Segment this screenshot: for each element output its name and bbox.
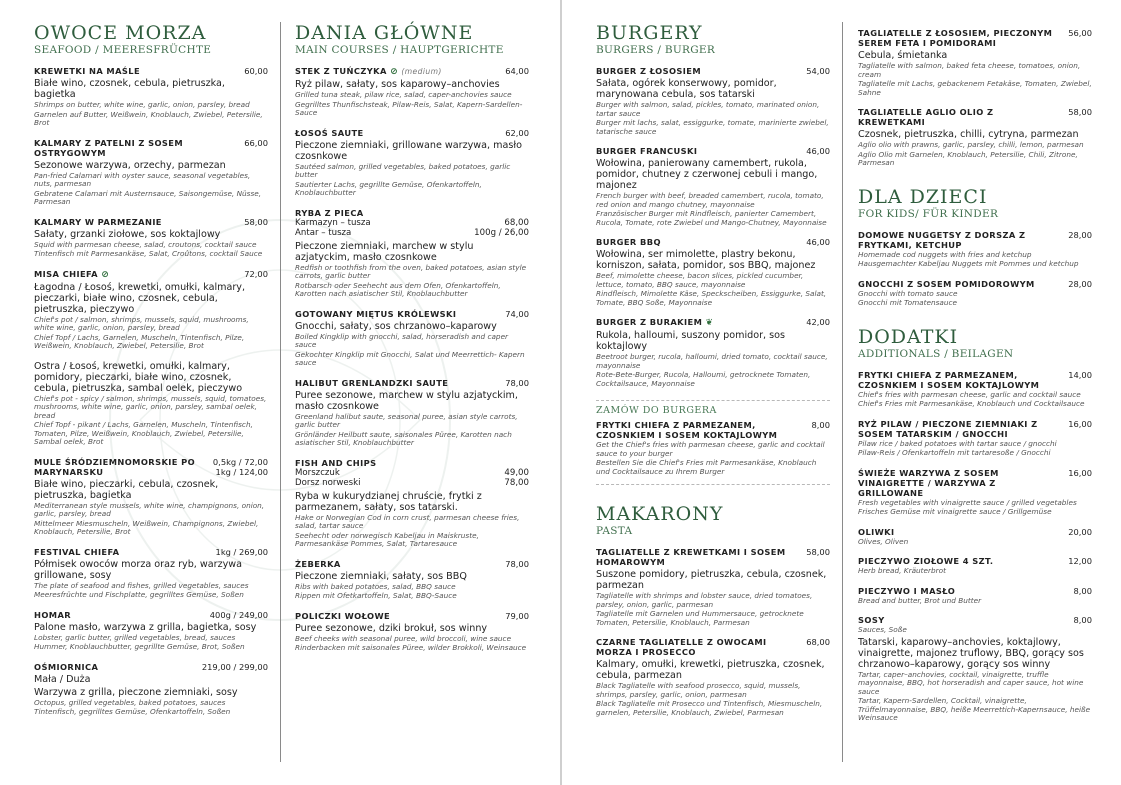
item-name: GOTOWANY MIĘTUS KRÓLEWSKI <box>295 308 457 319</box>
item-desc: Ryż pilaw, sałaty, sos kaparowy–anchovies <box>295 79 500 90</box>
menu-page-left <box>0 0 560 785</box>
item-name: OLIWKI <box>858 526 895 537</box>
item-desc-en: Sauces, Soße <box>858 625 907 634</box>
item-price: 28,00 <box>1068 229 1092 240</box>
menu-item <box>295 378 529 448</box>
item-desc-de: Hausgemachter Kabeljau Nuggets mit Pommes und ketchup <box>858 259 1079 268</box>
item-price: 8,00 <box>1073 585 1092 596</box>
item-desc-de: Tagliatelle mit Lachs, gebackenem Fetakäse, Tomaten, Zwiebel, Sahne <box>858 79 1092 97</box>
pasta-kids-sides-column <box>858 22 1092 723</box>
seafood-column <box>34 22 268 717</box>
item-name: OŚMIORNICA <box>34 661 99 672</box>
item-desc: Białe wino, pieczarki, cebula, czosnek, pietruszka, bagietka <box>34 478 219 501</box>
item-name: FISH AND CHIPS <box>295 457 377 468</box>
mild-icon: ⊘ <box>390 67 399 77</box>
item-desc-en: Tagliatelle with shrimps and lobster sauce, dried tomatoes, parsley, onion, garlic, parmesan <box>596 591 813 609</box>
variant-name: Karmazyn – tusza <box>295 217 371 228</box>
kids-section <box>858 186 1092 308</box>
pasta-section <box>596 503 830 717</box>
item-price: 42,00 <box>806 317 830 327</box>
item-desc-en: Greenland halibut saute, seasonal puree, asian style carrots, garlic butter <box>295 411 518 429</box>
item-desc: Gnocchi, sałaty, sos chrzanowo–kaparowy <box>295 320 497 332</box>
menu-page-right <box>562 0 1121 785</box>
variant-name: Antar – tusza <box>295 228 352 238</box>
section-title-seafood: OWOCE MORZA <box>34 22 207 44</box>
item-name: TAGLIATELLE Z ŁOSOSIEM, PIECZONYM SEREM FETA I POMIDORAMI <box>858 28 1053 48</box>
item-price: 64,00 <box>505 66 529 76</box>
item-name: BURGER Z ŁOSOSIEM <box>596 66 702 76</box>
item-desc-en: Beetroot burger, rucola, halloumi, dried tomato, cocktail sauce, mayonnaise <box>596 352 828 370</box>
item-name: ŻEBERKA <box>295 558 341 569</box>
menu-item <box>596 547 830 627</box>
menu-item <box>295 611 529 653</box>
item-desc-en: Pilaw rice / baked potatoes with tartar sauce / gnocchi <box>858 438 1057 448</box>
item-desc-de: Rippen mit Ofetkartoffeln, Salat, BBQ-Sauce <box>295 591 457 600</box>
item-price: 400g / 249,00 <box>209 609 268 620</box>
menu-item <box>596 317 830 388</box>
item-desc-en: Homemade cod nuggets with fries and ketchup <box>858 249 1032 259</box>
menu-item <box>34 662 268 717</box>
item-desc-en: Chief's pot / salmon, shrimps, mussels, squid, mushrooms, white wine, garlic, onion, parsley, bread <box>34 314 249 332</box>
item-name: FESTIVAL CHIEFA <box>34 546 120 557</box>
menu-item <box>858 419 1092 458</box>
addon-divider <box>596 484 830 485</box>
item-price: 16,00 <box>1068 418 1092 429</box>
item-desc-en: Tagliatelle with salmon, baked feta cheese, tomatoes, onion, cream <box>858 61 1081 79</box>
item-desc-en: Bread and butter, Brot und Butter <box>858 595 982 605</box>
item-name: FRYTKI CHIEFA Z PARMEZANEM, CZOSNKIEM I SOSEM KOKTAJLOWYM <box>858 369 1040 390</box>
menu-item <box>34 457 268 537</box>
item-desc-de: Hummer, Knoblauchbutter, gegrillte Gemüse, Brot, Soßen <box>34 642 245 651</box>
menu-item <box>596 146 830 227</box>
item-desc-en: Octopus, grilled vegetables, baked potatoes, sauces <box>34 697 226 707</box>
item-price: 62,00 <box>505 127 529 138</box>
item-name: STEK Z TUŃCZYKA <box>295 66 387 76</box>
item-price: 20,00 <box>1068 526 1092 537</box>
item-desc: Ryba w kukurydzianej chruście, frytki z parmezanem, sałaty, sos tatarski. <box>295 490 482 513</box>
item-tag: (medium) <box>401 67 442 76</box>
item-name: TAGLIATELLE Z KREWETKAMI I SOSEM HOMAROWYM <box>596 547 786 567</box>
item-name: ŁOSOŚ SAUTE <box>295 127 364 138</box>
menu-item <box>295 559 529 601</box>
item-desc-de: Burger mit lachs, salat, essiggurke, tomate, marinierte zwiebel, tatarische sauce <box>596 118 829 136</box>
menu-item <box>34 138 268 207</box>
menu-item <box>295 208 529 299</box>
item-desc-en: Hake or Norwegian Cod in corn crust, parmesan cheese fries, salad, tartar sauce <box>295 512 520 530</box>
menu-item <box>858 586 1092 606</box>
menu-item <box>34 547 268 600</box>
item-desc: Ostra / Łosoś, krewetki, omułki, kalmary, pomidory, pieczarki, białe wino, czosnek, cebula, pietruszka, sambal oelek, pieczywo <box>34 360 243 394</box>
item-price: 46,00 <box>806 237 830 247</box>
item-desc-de: Tintenfisch, gegrilltes Gemüse, Ofenkartoffeln, Soßen <box>34 707 231 716</box>
menu-item <box>858 615 1092 723</box>
item-desc-en: Grilled tuna steak, pilaw rice, salad, caper-anchovies sauce <box>295 90 512 99</box>
main-courses-column <box>295 22 529 653</box>
item-desc-en: Aglio olio with prawns, garlic, parsley, chilli, lemon, parmesan <box>858 140 1084 149</box>
menu-item <box>858 527 1092 547</box>
menu-item <box>34 217 268 259</box>
sides-section <box>858 326 1092 723</box>
variant-price: 78,00 <box>504 478 529 488</box>
menu-item <box>295 458 529 549</box>
item-name: GNOCCHI Z SOSEM POMIDOROWYM <box>858 278 1035 289</box>
menu-item <box>295 128 529 198</box>
burger-addon-box <box>596 400 830 485</box>
item-name: CZARNE TAGLIATELLE Z OWOCAMI MORZA I PROSECCO <box>596 637 767 657</box>
item-desc-de: Tintenfisch mit Parmesankäse, Salat, Croûtons, cocktail Sauce <box>34 249 263 258</box>
item-price: 58,00 <box>806 547 830 557</box>
item-desc-en: Burger with salmon, salad, pickles, tomato, marinated onion, tartar sauce <box>596 100 820 118</box>
item-desc-en: Fresh vegetables with vinaigrette sauce / grilled vegetables <box>858 497 1077 507</box>
item-desc-en: Olives, Oliven <box>858 536 909 546</box>
item-desc: Pieczone ziemniaki, marchew w stylu azjatyckim, masło czosnkowe <box>295 240 474 263</box>
item-desc: Rukola, halloumi, suszony pomidor, sos koktajlowy <box>596 330 786 352</box>
burgers-pasta-column <box>596 22 830 717</box>
item-desc-de: Französischer Burger mit Rindfleisch, panierter Camembert, Rucola, Tomate, rote Zwiebel und Mango-Chutney, Mayonnaise <box>596 209 827 227</box>
section-title-kids: DLA DZIECI <box>858 185 988 208</box>
item-desc-de: Gnocchi mit Tomatensauce <box>858 298 958 307</box>
item-desc-en: Beef, mimolette cheese, bacon slices, pickled cucumber, lettuce, tomato, BBQ sauce, mayonnaise <box>596 271 804 289</box>
item-desc-de: Rinderbacken mit saisonales Püree, wilder Brokkoli, Weinsauce <box>295 643 527 652</box>
item-desc-en: Pan-fried Calamari with oyster sauce, seasonal vegetables, nuts, parmesan <box>34 170 251 188</box>
item-desc: Wołowina, ser mimolette, plastry bekonu, korniszon, sałata, pomidor, sos BBQ, majonez <box>596 249 816 271</box>
item-desc: Puree sezonowe, dziki brokuł, sos winny <box>295 622 488 634</box>
variant-price: 49,00 <box>504 467 529 478</box>
item-price: 12,00 <box>1068 556 1092 566</box>
item-price: 60,00 <box>244 66 268 76</box>
item-price: 56,00 <box>1068 28 1092 38</box>
menu-item <box>34 361 268 447</box>
section-title-sides: DODATKI <box>858 325 959 348</box>
item-desc-en: Boiled Kingklip with gnocchi, salad, horseradish and caper sauce <box>295 331 509 349</box>
menu-item <box>858 370 1092 409</box>
item-desc-en: French burger with beef, breaded camembert, rucola, tomato, red onion and mango chutney, mayonnaise <box>596 191 824 209</box>
item-name: PIECZYWO I MASŁO <box>858 585 956 596</box>
item-desc-en: Mediterranean style mussels, white wine, champignons, onion, garlic, parsley, bread <box>34 500 265 518</box>
item-name: PIECZYWO ZIOŁOWE 4 SZT. <box>858 556 994 566</box>
item-desc-en: Herb bread, Kräuterbrot <box>858 566 946 575</box>
section-subtitle-burgers: BURGERS / BURGER <box>596 44 716 56</box>
menu-item <box>858 107 1092 168</box>
item-desc: Wołowina, panierowany camembert, rukola, pomidor, chutney z czerwonej cebuli i mango, majonez <box>596 158 818 191</box>
item-desc: Półmisek owoców morza oraz ryb, warzywa grillowane, sosy <box>34 558 243 581</box>
menu-item <box>34 66 268 128</box>
item-desc-de: Bestellen Sie die Chief's Fries mit Parmesankäse, Knoblauch und Cocktailsauce zu Ihrem Burger <box>596 458 817 476</box>
item-desc-de: Tagliatelle mit Garnelen und Hummersauce, getrocknete Tomaten, Petersilie, Knoblauch, Parmesan <box>596 609 804 627</box>
item-desc: Tatarski, kaparowy–anchovies, koktajlowy, vinaigrette, majonez truflowy, BBQ, gorący sos chrzanowo–kaparowy, gorący sos winny <box>858 636 1084 670</box>
item-desc-en: Redfish or toothfish from the oven, baked potatoes, asian style carrots, garlic butter <box>295 262 527 280</box>
variant-name: Dorsz norweski <box>295 478 361 488</box>
item-desc-de: Seehecht oder norwegisch Kabeljau in Maiskruste, Parmesankäse Pommes, Salat, Tartaresauce <box>295 530 479 548</box>
item-desc: Sałata, ogórek konserwowy, pomidor, marynowana cebula, sos tatarski <box>596 78 777 100</box>
section-subtitle-seafood: SEAFOOD / MEERESFRÜCHTE <box>34 44 212 56</box>
item-desc-de: Gebratene Calamari mit Austernsauce, Saisongemüse, Nüsse, Parmesan <box>34 188 262 206</box>
column-divider <box>842 22 843 762</box>
item-desc: Sałaty, grzanki ziołowe, sos koktajlowy <box>34 228 221 240</box>
item-name: KALMARY W PARMEZANIE <box>34 216 162 227</box>
item-price: 8,00 <box>811 420 830 430</box>
column-divider <box>280 22 281 762</box>
item-name: ŚWIEŻE WARZYWA Z SOSEM VINAIGRETTE / WARZYWA Z GRILLOWANE <box>858 467 999 498</box>
item-desc-en: The plate of seafood and fishes, grilled vegetables, sauces <box>34 580 249 590</box>
menu-item <box>858 468 1092 517</box>
item-desc-de: Sautierter Lachs, gegrillte Gemüse, Ofenkartoffeln, Knoblauchbutter <box>295 179 482 197</box>
item-desc-de: Gegrilltes Thunfischsteak, Pilaw-Reis, Salat, Kapern-Sardellen-Sauce <box>295 99 523 117</box>
item-name: DOMOWE NUGGETSY Z DORSZA Z FRYTKAMI, KETCHUP <box>858 229 1026 250</box>
section-title-burgers: BURGERY <box>596 22 703 44</box>
item-name: KALMARY Z PATELNI Z SOSEM OSTRYGOWYM <box>34 137 184 158</box>
menu-item <box>858 230 1092 269</box>
menu-item <box>858 556 1092 576</box>
variant-price: 100g / 26,00 <box>474 228 529 238</box>
section-subtitle-kids: FOR KIDS/ FÜR KINDER <box>858 207 999 220</box>
item-price: 78,00 <box>505 377 529 388</box>
item-name: HALIBUT GRENLANDZKI SAUTE <box>295 377 449 388</box>
menu-item <box>295 309 529 368</box>
item-name: BURGER Z BURAKIEM <box>596 317 703 327</box>
item-desc-en: Beef cheeks with seasonal puree, wild broccoli, wine sauce <box>295 633 512 643</box>
section-title-main-courses: DANIA GŁÓWNE <box>295 22 474 44</box>
item-desc-de: Tartar, Kapern-Sardellen, Cocktail, vinaigrette, Trüffelmayonnaise, BBQ, heiße Meerrettich-Kapernsauce, heiße Weinsauce <box>858 696 1091 722</box>
item-desc: Suszone pomidory, pietruszka, cebula, czosnek, parmezan <box>596 569 827 591</box>
variant-name: Morszczuk <box>295 467 340 478</box>
item-desc: Pieczone ziemniaki, sałaty, sos BBQ <box>295 570 467 582</box>
item-desc: Białe wino, czosnek, cebula, pietruszka, bagietka <box>34 78 225 100</box>
item-desc-en: Squid with parmesan cheese, salad, croutons, cocktail sauce <box>34 239 257 249</box>
item-name: RYBA Z PIECA <box>295 207 364 218</box>
item-desc: Kalmary, omułki, krewetki, pietruszka, czosnek, cebula, parmezan <box>596 659 825 681</box>
item-desc-de: Chief Topf - pikant / Lachs, Garnelen, Muscheln, Tintenfisch, Tomaten, Pilze, Weißwein, Knoblauch, Zwiebel, Petersilie, Sambal oelek, Brot <box>34 420 253 446</box>
variant-price: 68,00 <box>504 217 529 228</box>
item-name: MISA CHIEFA <box>34 268 98 279</box>
menu-item <box>34 610 268 652</box>
item-desc: Palone masło, warzywa z grilla, bagietka, sosy <box>34 621 257 633</box>
item-name: BURGER BBQ <box>596 237 661 247</box>
item-desc-de: Rindfleisch, Mimolette Käse, Speckscheiben, Essiggurke, Salat, Tomate, BBQ Soße, Mayonnaise <box>596 289 827 307</box>
item-desc-en: Sautéed salmon, grilled vegetables, baked potatoes, garlic butter <box>295 161 511 179</box>
item-name: KREWETKI NA MAŚLE <box>34 66 141 76</box>
menu-item <box>596 66 830 136</box>
item-name: FRYTKI CHIEFA Z PARMEZANEM, CZOSNKIEM I SOSEM KOKTAJLOWYM <box>596 420 778 440</box>
item-desc: Cebula, śmietanka <box>858 50 948 61</box>
item-price: 78,00 <box>505 558 529 569</box>
item-desc-de: Meeresfrüchte und Fischplatte, gegrilltes Gemüse, Soßen <box>34 590 244 599</box>
item-name: BURGER FRANCUSKI <box>596 146 698 156</box>
item-price: 58,00 <box>244 216 268 227</box>
item-desc: Mała / Duża <box>34 673 91 685</box>
mild-icon: ⊘ <box>101 269 110 280</box>
item-desc-2: Warzywa z grilla, pieczone ziemniaki, sosy <box>34 686 238 698</box>
item-price: 219,00 / 299,00 <box>201 661 268 672</box>
menu-item <box>858 279 1092 308</box>
item-desc: Puree sezonowe, marchew w stylu azjatyckim, masło czosnkowe <box>295 389 518 412</box>
item-price: 8,00 <box>1073 615 1092 625</box>
section-subtitle-main-courses: MAIN COURSES / HAUPTGERICHTE <box>295 44 504 56</box>
item-desc-en: Get the Chief's fries with parmesan cheese, garlic and cocktail sauce to your burger <box>596 440 825 458</box>
item-price: 68,00 <box>806 637 830 647</box>
item-desc-de: Mittelmeer Miesmuscheln, Weißwein, Champignons, Zwiebel, Knoblauch, Petersilie, Brot <box>34 518 259 536</box>
menu-item <box>295 66 529 118</box>
item-name: TAGLIATELLE AGLIO OLIO Z KREWETKAMI <box>858 107 994 127</box>
item-price: 66,00 <box>244 137 268 148</box>
item-price: 58,00 <box>1068 107 1092 117</box>
item-desc-en: Chief's fries with parmesan cheese, garlic and cocktail sauce <box>858 389 1081 399</box>
item-price: 0,5kg / 72,00 <box>212 456 268 467</box>
item-desc: Sezonowe warzywa, orzechy, parmezan <box>34 159 226 171</box>
item-desc: Pieczone ziemniaki, grillowane warzywa, masło czosnkowe <box>295 139 522 162</box>
item-desc-de: Black Tagliatelle mit Prosecco und Tintenfisch, Miesmuscheln, garnelen, Petersilie, Knoblauch, Zwiebel, Parmesan <box>596 699 823 717</box>
item-desc-de: Garnelen auf Butter, Weißwein, Knoblauch, Zwiebel, Petersilie, Brot <box>34 109 263 127</box>
item-desc-de: Chief's Fries mit Parmesankäse, Knoblauch und Cocktailsauce <box>858 399 1085 408</box>
item-price: 16,00 <box>1068 467 1092 478</box>
item-name: MULE ŚRÓDZIEMNOMORSKIE PO MARYNARSKU <box>34 456 196 477</box>
item-name: POLICZKI WOŁOWE <box>295 610 391 621</box>
item-desc-de: Chief Topf / Lachs, Garnelen, Muscheln, Tintenfisch, Pilze, Weißwein, Knoblauch, Zwiebel, Petersilie, Brot <box>34 332 245 350</box>
item-desc-de: Aglio Olio mit Garnelen, Knoblauch, Petersilie, Chili, Zitrone, Parmesan <box>858 149 1078 167</box>
menu-item <box>596 237 830 307</box>
item-name: RYŻ PILAW / PIECZONE ZIEMNIAKI Z SOSEM TATARSKIM / GNOCCHI <box>858 418 1038 439</box>
item-price: 14,00 <box>1068 369 1092 380</box>
vegetarian-leaf-icon: ❦ <box>705 318 714 328</box>
section-title-pasta: MAKARONY <box>596 503 724 525</box>
item-desc: Czosnek, pietruszka, chilli, cytryna, parmezan <box>858 129 1079 140</box>
item-desc-en-2: Tartar, caper–anchovies, cocktail, vinaigrette, truffle mayonnaise, BBQ, hot horseradish and caper sauce, hot wine sauce <box>858 669 1084 696</box>
item-desc-en: Shrimps on butter, white wine, garlic, onion, parsley, bread <box>34 100 250 109</box>
item-desc-en: Chief's pot - spicy / salmon, shrimps, mussels, squid, tomatoes, mushrooms, white wine, garlic, onion, parsley, sambal oelek, bread <box>34 393 267 420</box>
item-desc-en: Lobster, garlic butter, grilled vegetables, bread, sauces <box>34 632 236 642</box>
item-desc-de: Rotbarsch oder Seehecht aus dem Ofen, Ofenkartoffeln, Karotten nach asiatischer Stil, Knoblauchbutter <box>295 280 501 298</box>
item-price: 46,00 <box>806 146 830 156</box>
menu-item <box>34 269 268 351</box>
item-price: 79,00 <box>505 610 529 621</box>
item-price: 72,00 <box>244 268 268 279</box>
item-price: 74,00 <box>505 308 529 319</box>
item-desc-de: Frisches Gemüse mit vinaigrette sauce / Grillgemüse <box>858 507 1052 516</box>
item-desc-de: Pilaw-Reis / Ofenkartoffeln mit tartaresoße / Gnocchi <box>858 448 1051 457</box>
item-desc-de: Grönländer Heilbutt saute, saisonales Püree, Karotten nach asiatischer Stil, Knoblauchbutter <box>295 429 512 447</box>
menu-item <box>596 637 830 717</box>
burger-addon-title: ZAMÓW DO BURGERA <box>596 405 717 416</box>
item-price: 28,00 <box>1068 278 1092 289</box>
item-desc-en: Black Tagliatelle with seafood prosecco, squid, mussels, shrimps, parsley, garlic, onion, parmesan <box>596 681 801 699</box>
section-subtitle-pasta: PASTA <box>596 525 633 537</box>
menu-item <box>596 420 830 476</box>
item-desc: Łagodna / Łosoś, krewetki, omułki, kalmary, pieczarki, białe wino, czosnek, cebula, pietruszka, pieczywo <box>34 281 246 315</box>
item-price: 54,00 <box>806 66 830 76</box>
item-desc-de: Rote-Bete-Burger, Rucola, Halloumi, getrocknete Tomaten, Cocktailsauce, Mayonnaise <box>596 370 811 388</box>
item-name: SOSY <box>858 615 885 625</box>
item-price-2: 1kg / 124,00 <box>215 466 268 477</box>
item-name: HOMAR <box>34 609 72 620</box>
item-desc-en: Ribs with baked potatoes, salad, BBQ sauce <box>295 581 456 591</box>
item-desc-en: Gnocchi with tomato sauce <box>858 288 958 298</box>
item-price: 1kg / 269,00 <box>215 546 268 557</box>
item-desc-de: Gekochter Kingklip mit Gnocchi, Salat und Meerrettich- Kapern sauce <box>295 349 525 367</box>
menu-item <box>858 28 1092 97</box>
section-subtitle-sides: ADDITIONALS / BEILAGEN <box>858 347 1014 360</box>
